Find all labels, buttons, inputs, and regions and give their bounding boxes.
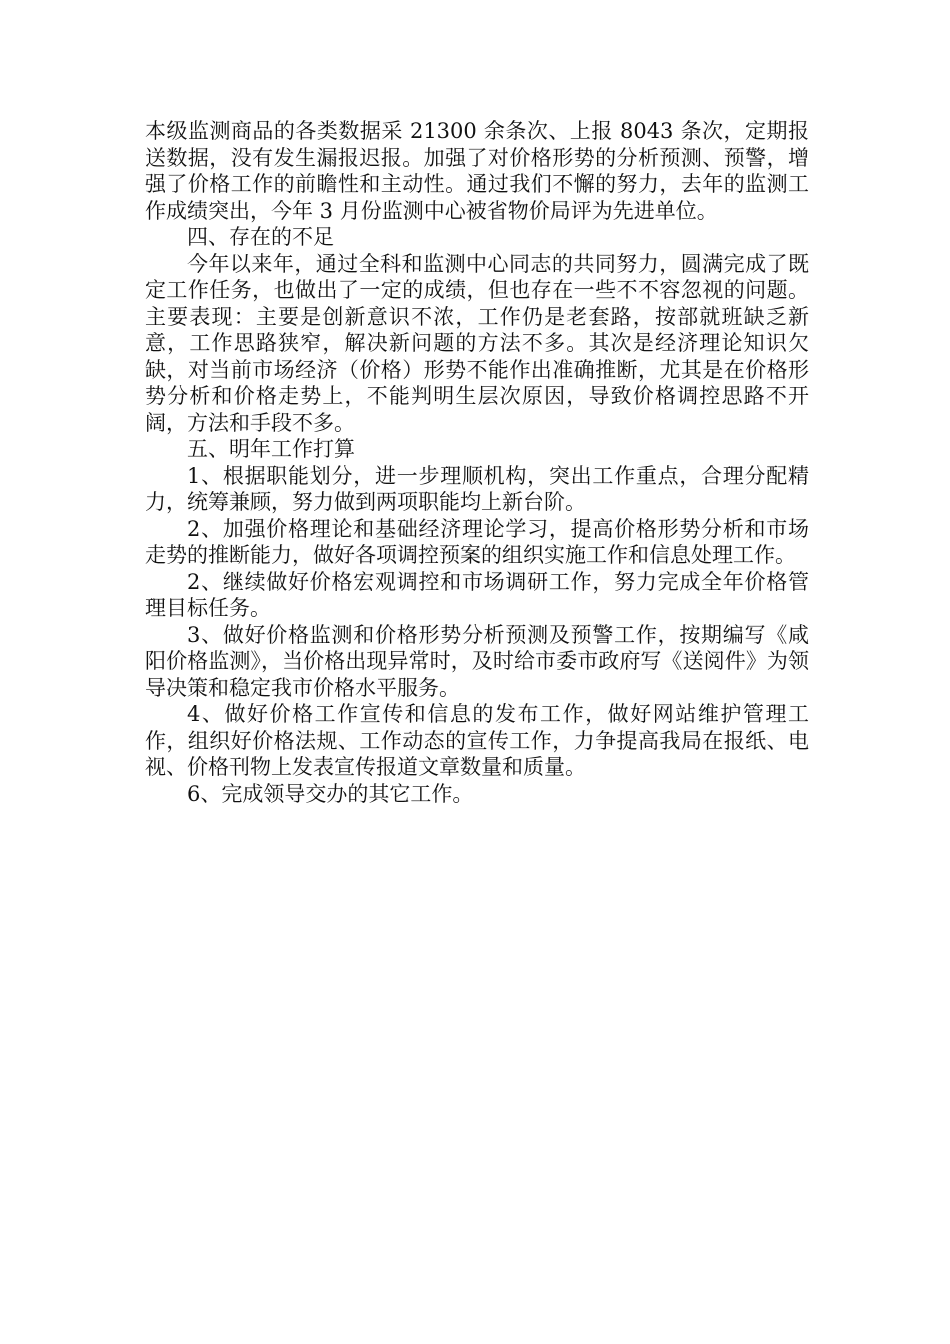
plan-item-6: 6、完成领导交办的其它工作。	[187, 781, 474, 806]
document-body	[145, 118, 809, 807]
section-heading-next-year-plan: 五、明年工作打算	[187, 437, 355, 461]
section-heading-shortcomings: 四、存在的不足	[187, 225, 334, 249]
paragraph-shortcomings: 今年以来年，通过全科和监测中心同志的共同努力，圆满完成了既定工作任务，也做出了一定的成绩，但也存在一些不不容忽视的问题。主要表现：主要是创新意识不浓，工作仍是老套路，按部就班缺乏新意，工作思路狭窄，解决新问题的方法不多。其次是经济理论知识欠缺，对当前市场经济（价格）形势不能作出准确推断，尤其是在价格形势分析和价格走势上，不能判明生层次原因，导致价格调控思路不开阔，方法和手段不多。	[145, 251, 809, 435]
plan-item-3: 3、做好价格监测和价格形势分析预测及预警工作，按期编写《咸阳价格监测》，当价格出现异常时，及时给市委市政府写《送阅件》为领导决策和稳定我市价格水平服务。	[145, 622, 809, 700]
plan-item-2: 2、加强价格理论和基础经济理论学习，提高价格形势分析和市场走势的推断能力，做好各项调控预案的组织实施工作和信息处理工作。	[145, 516, 809, 567]
paragraph-monitoring-results: 本级监测商品的各类数据采 21300 余条次、上报 8043 条次，定期报送数据，没有发生漏报迟报。加强了对价格形势的分析预测、预警，增强了价格工作的前瞻性和主动性。通过我们不懈的努力，去年的监测工作成绩突出，今年 3 月份监测中心被省物价局评为先进单位。	[145, 119, 809, 223]
plan-item-4: 4、做好价格工作宣传和信息的发布工作，做好网站维护管理工作，组织好价格法规、工作动态的宣传工作，力争提高我局在报纸、电视、价格刊物上发表宣传报道文章数量和质量。	[145, 702, 809, 779]
plan-item-2b: 2、继续做好价格宏观调控和市场调研工作，努力完成全年价格管理目标任务。	[145, 569, 809, 620]
plan-item-1: 1、根据职能划分，进一步理顺机构，突出工作重点，合理分配精力，统筹兼顾，努力做到两项职能均上新台阶。	[145, 463, 809, 514]
